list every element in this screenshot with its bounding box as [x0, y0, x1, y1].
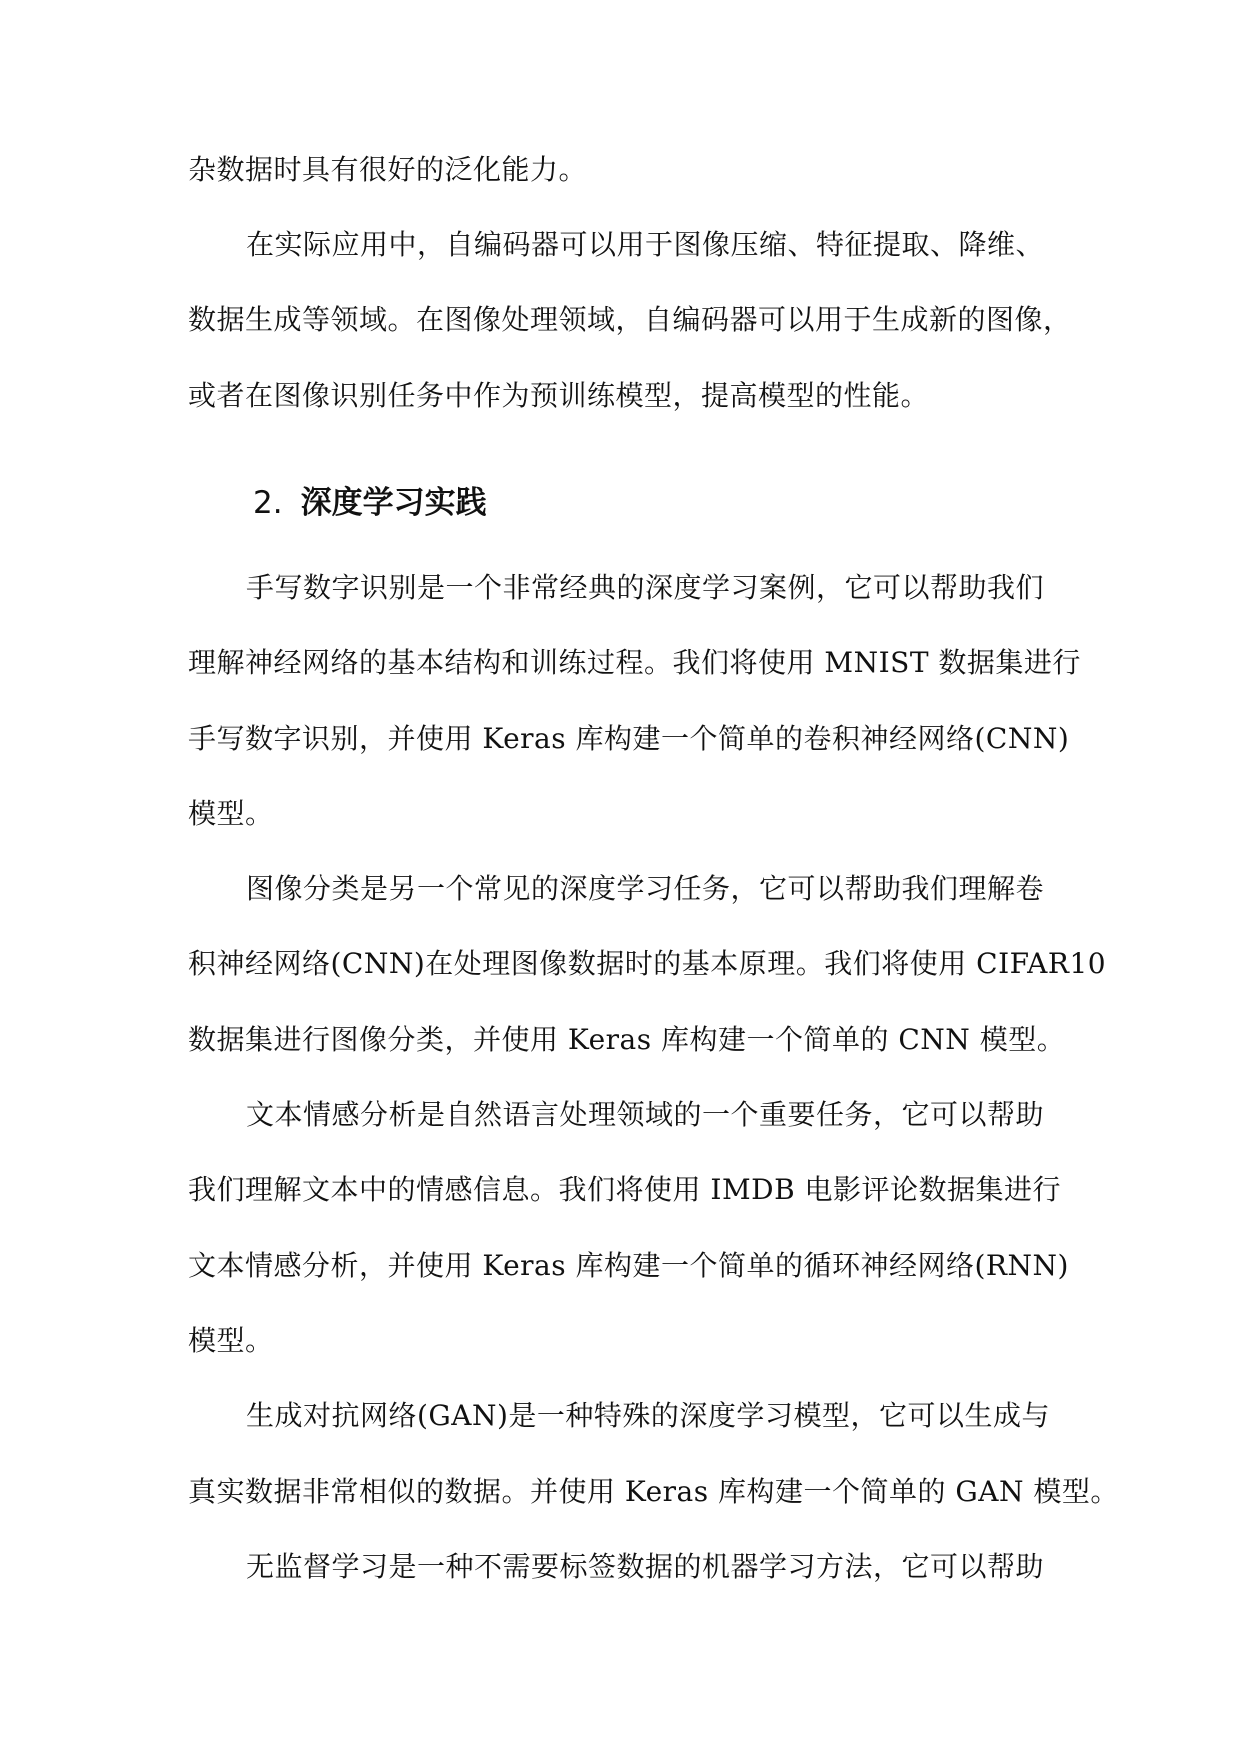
section-number: 2. [253, 485, 283, 521]
paragraph-line: 手写数字识别，并使用 Keras 库构建一个简单的卷积神经网络(CNN) [188, 722, 1070, 755]
paragraph-line: 手写数字识别是一个非常经典的深度学习案例，它可以帮助我们 [246, 571, 1045, 604]
paragraph-line: 积神经网络(CNN)在处理图像数据时的基本原理。我们将使用 CIFAR10 [188, 947, 1107, 980]
paragraph-line: 无监督学习是一种不需要标签数据的机器学习方法，它可以帮助 [246, 1550, 1045, 1583]
paragraph-line: 生成对抗网络(GAN)是一种特殊的深度学习模型，它可以生成与 [246, 1399, 1050, 1432]
paragraph-line: 文本情感分析，并使用 Keras 库构建一个简单的循环神经网络(RNN) [188, 1249, 1069, 1282]
paragraph-line: 模型。 [188, 797, 274, 830]
paragraph-line: 我们理解文本中的情感信息。我们将使用 IMDB 电影评论数据集进行 [188, 1173, 1062, 1206]
paragraph-line: 杂数据时具有很好的泛化能力。 [188, 153, 588, 186]
paragraph-line: 在实际应用中，自编码器可以用于图像压缩、特征提取、降维、 [246, 228, 1045, 261]
paragraph-line: 数据集进行图像分类，并使用 Keras 库构建一个简单的 CNN 模型。 [188, 1023, 1066, 1056]
paragraph-line: 模型。 [188, 1324, 274, 1357]
paragraph-line: 文本情感分析是自然语言处理领域的一个重要任务，它可以帮助 [246, 1098, 1045, 1131]
section-title: 深度学习实践 [300, 485, 487, 521]
paragraph-line: 数据生成等领域。在图像处理领域，自编码器可以用于生成新的图像， [188, 303, 1072, 336]
paragraph-line: 或者在图像识别任务中作为预训练模型，提高模型的性能。 [188, 379, 930, 412]
paragraph-line: 图像分类是另一个常见的深度学习任务，它可以帮助我们理解卷 [246, 872, 1045, 905]
paragraph-line: 理解神经网络的基本结构和训练过程。我们将使用 MNIST 数据集进行 [188, 646, 1081, 679]
paragraph-line: 真实数据非常相似的数据。并使用 Keras 库构建一个简单的 GAN 模型。 [188, 1475, 1119, 1508]
section-heading [253, 481, 487, 525]
